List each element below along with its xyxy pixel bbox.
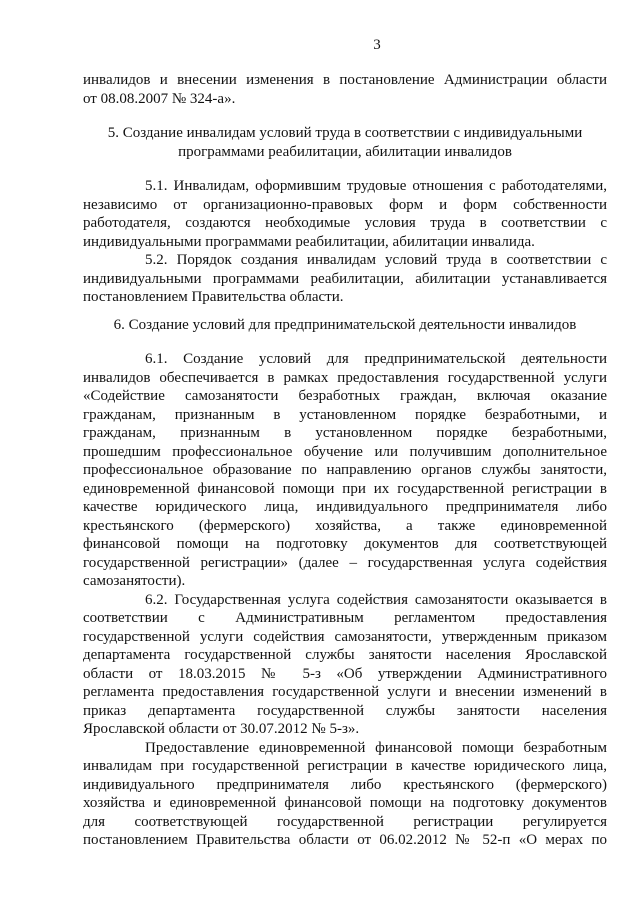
paragraph-6-2-line: области от 18.03.2015 № 5-з «Об утверждении Административного bbox=[83, 665, 607, 682]
section-5-heading bbox=[83, 124, 607, 161]
paragraph-6-1-line: государственной регистрации» (далее – государственная услуга содействия bbox=[83, 554, 607, 571]
section-6-heading-line: 6. Создание условий для предпринимательской деятельности инвалидов bbox=[113, 317, 577, 333]
paragraph-6-2-line: приказ департамента государственной службы занятости населения bbox=[83, 702, 607, 719]
paragraph-6-2 bbox=[83, 591, 607, 739]
paragraph-5-1-line: работодателя, создаются необходимые условия труда в соответствии с bbox=[83, 215, 607, 231]
paragraph-6-2-line: соответствии с Административным регламентом предоставления bbox=[83, 610, 607, 626]
paragraph-5-1-line: независимо от организационно-правовых форм и форм собственности bbox=[83, 196, 607, 213]
paragraph-5-2 bbox=[83, 251, 607, 307]
section-6-heading bbox=[83, 316, 607, 335]
paragraph-6-2-line: регламента предоставления государственной услуги и внесении изменений в bbox=[83, 684, 607, 700]
paragraph-5-1-line: 5.1. Инвалидам, оформившим трудовые отношения с работодателями, bbox=[145, 178, 607, 194]
paragraph-5-2-line: постановлением Правительства области. bbox=[83, 289, 344, 305]
paragraph-5-1 bbox=[83, 177, 607, 251]
paragraph-5-2-line: индивидуальными программами реабилитации, абилитации устанавливается bbox=[83, 270, 607, 287]
paragraph-financial-aid-line: для соответствующей государственной регистрации регулируется bbox=[83, 813, 607, 830]
continuation-paragraph bbox=[83, 71, 607, 108]
paragraph-5-2-line: 5.2. Порядок создания инвалидам условий труда в соответствии с bbox=[145, 252, 607, 268]
paragraph-6-1-line: качестве юридического лица, индивидуального предпринимателя либо bbox=[83, 499, 607, 515]
paragraph-6-2-line: 6.2. Государственная услуга содействия самозанятости оказывается в bbox=[145, 591, 607, 608]
paragraph-6-1-line: гражданам, признанным в установленном порядке безработными, и bbox=[83, 406, 607, 423]
paragraph-6-2-line: департамента государственной службы занятости населения Ярославской bbox=[83, 647, 607, 663]
paragraph-6-1-line: «Содействие самозанятости безработных граждан, включая оказание bbox=[83, 388, 607, 404]
paragraph-6-1-line: единовременной финансовой помощи при их государственной регистрации в bbox=[83, 480, 607, 497]
continuation-line: инвалидов и внесении изменения в постановление Администрации области bbox=[83, 72, 607, 88]
paragraph-6-1-line: профессиональное образование по направлению органов службы занятости, bbox=[83, 462, 607, 478]
paragraph-6-1 bbox=[83, 350, 607, 591]
section-5-heading-line: программами реабилитации, абилитации инвалидов bbox=[178, 143, 512, 160]
paragraph-6-1-line: крестьянского (фермерского) хозяйства, а также единовременной bbox=[83, 517, 607, 534]
paragraph-financial-aid-line: хозяйства и единовременной финансовой помощи на подготовку документов bbox=[83, 795, 607, 811]
paragraph-6-1-line: 6.1. Создание условий для предпринимательской деятельности bbox=[145, 351, 607, 367]
paragraph-6-1-line: прошедшим профессиональное обучение или получившим дополнительное bbox=[83, 443, 607, 460]
paragraph-6-1-line: самозанятости). bbox=[83, 573, 186, 589]
paragraph-6-2-line: государственной услуги содействия самозанятости, утвержденным приказом bbox=[83, 628, 607, 645]
paragraph-6-1-line: инвалидов обеспечивается в рамках предоставления государственной услуги bbox=[83, 369, 607, 386]
page-number: 3 bbox=[373, 37, 381, 53]
paragraph-6-1-line: финансовой помощи на подготовку документов для соответствующей bbox=[83, 536, 607, 552]
continuation-line: от 08.08.2007 № 324-а». bbox=[83, 90, 236, 107]
paragraph-financial-aid-line: индивидуального предпринимателя либо крестьянского (фермерского) bbox=[83, 776, 607, 793]
paragraph-financial-aid-line: постановлением Правительства области от 06.02.2012 № 52-п «О мерах по bbox=[83, 832, 607, 848]
paragraph-financial-aid-line: Предоставление единовременной финансовой помощи безработным bbox=[145, 739, 607, 756]
paragraph-6-1-line: гражданам, признанным в установленном порядке безработными, bbox=[83, 425, 607, 441]
paragraph-5-1-line: индивидуальными программами реабилитации, абилитации инвалида. bbox=[83, 233, 535, 250]
section-5-heading-line: 5. Создание инвалидам условий труда в соответствии с индивидуальными bbox=[107, 125, 583, 141]
paragraph-financial-aid-line: инвалидам при государственной регистрации в качестве юридического лица, bbox=[83, 758, 607, 774]
paragraph-6-2-line: Ярославской области от 30.07.2012 № 5-з». bbox=[83, 721, 360, 737]
paragraph-financial-aid bbox=[83, 739, 607, 850]
